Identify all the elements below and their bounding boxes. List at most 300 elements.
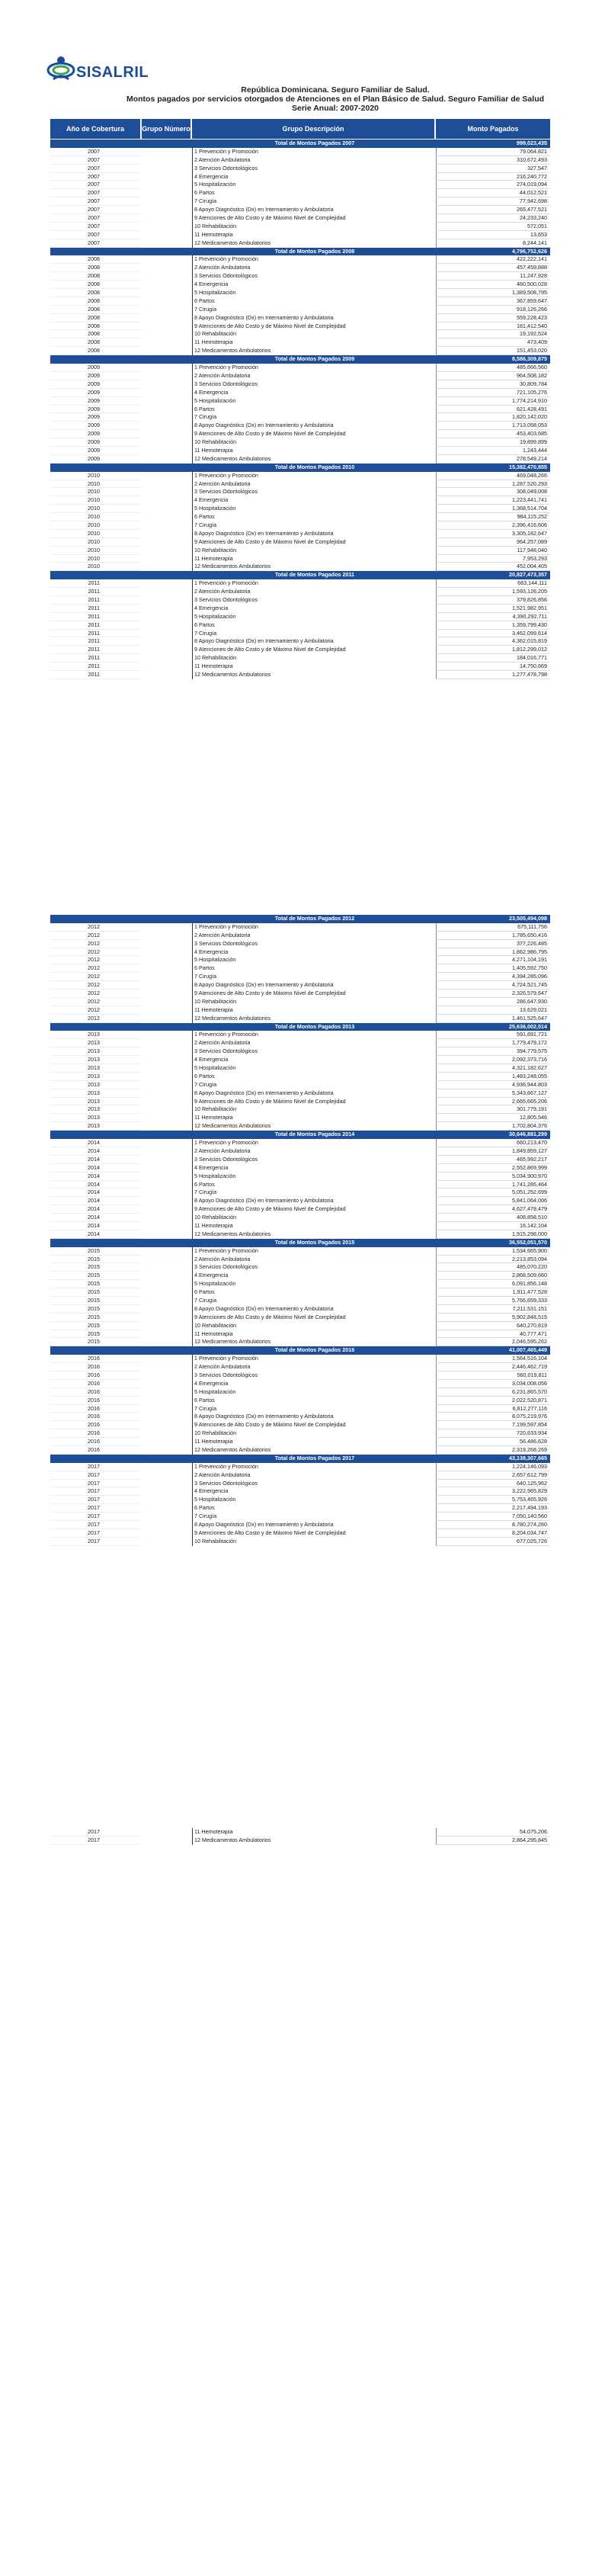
group-number-cell <box>142 422 192 430</box>
group-desc-cell: 4 Emergencia <box>192 1487 436 1496</box>
amount-cell: 3,034,008,056 <box>436 1380 550 1388</box>
group-desc-cell: 8 Apoyo Diagnóstico (Dx) en Internamiento y Ambulatoria <box>192 1197 436 1205</box>
group-desc-cell: 8 Apoyo Diagnóstico (Dx) en Internamiento y Ambulatoria <box>192 1521 436 1529</box>
group-desc-cell: 11 Hemoterapia <box>192 447 436 455</box>
year-cell: 2007 <box>50 189 142 197</box>
year-cell: 2013 <box>50 1064 142 1073</box>
group-desc-cell: 5 Hospitalización <box>192 1173 436 1181</box>
year-cell: 2009 <box>50 430 142 438</box>
year-cell: 2011 <box>50 613 142 621</box>
total-amount: 36,552,051,570 <box>509 1238 547 1246</box>
group-desc-cell: 9 Atenciones de Alto Costo y de Máximo Nivel de Complejidad <box>192 538 436 547</box>
year-cell: 2011 <box>50 596 142 605</box>
group-number-cell <box>142 322 192 331</box>
group-desc-cell: 5 Hospitalización <box>192 1496 436 1504</box>
total-row <box>50 248 550 256</box>
year-cell: 2017 <box>50 1529 142 1538</box>
group-desc-cell: 3 Servicios Odontológicos <box>192 940 436 948</box>
year-cell: 2016 <box>50 1397 142 1405</box>
group-number-cell <box>142 1222 192 1230</box>
table-row <box>50 364 550 372</box>
group-number-cell <box>142 364 192 372</box>
amount-cell: 310,672,493 <box>436 156 550 165</box>
group-number-cell <box>142 1047 192 1056</box>
amount-cell: 2,092,373,716 <box>436 1056 550 1064</box>
total-row <box>50 1023 550 1031</box>
group-number-cell <box>142 181 192 189</box>
group-desc-cell: 8 Apoyo Diagnóstico (Dx) en Internamiento y Ambulatoria <box>192 206 436 214</box>
group-desc-cell: 12 Medicamentos Ambulatorios <box>192 455 436 464</box>
amount-cell: 2,213,853,094 <box>436 1256 550 1264</box>
group-desc-cell: 2 Atención Ambulatoria <box>192 1256 436 1264</box>
group-desc-cell: 10 Rehabilitación <box>192 547 436 555</box>
group-number-cell <box>142 488 192 496</box>
table-row <box>50 306 550 314</box>
group-desc-cell: 5 Hospitalización <box>192 289 436 297</box>
year-cell: 2012 <box>50 932 142 940</box>
table-row <box>50 1039 550 1047</box>
table-block <box>50 915 550 1546</box>
amount-cell: 1,461,525,647 <box>436 1015 550 1023</box>
group-desc-cell: 11 Hemoterapia <box>192 1828 436 1837</box>
year-cell: 2007 <box>50 223 142 231</box>
group-number-cell <box>142 1429 192 1438</box>
amount-cell: 3,462,099,614 <box>436 630 550 638</box>
amount-cell: 394,779,575 <box>436 1047 550 1056</box>
year-cell: 2014 <box>50 1147 142 1156</box>
year-cell: 2016 <box>50 1380 142 1388</box>
group-number-cell <box>142 297 192 306</box>
group-number-cell <box>142 173 192 181</box>
group-desc-cell: 10 Rehabilitación <box>192 223 436 231</box>
total-year-cell <box>50 1455 142 1463</box>
group-desc-cell: 9 Atenciones de Alto Costo y de Máximo Nivel de Complejidad <box>192 1205 436 1214</box>
year-cell: 2015 <box>50 1314 142 1322</box>
table-row <box>50 1006 550 1015</box>
amount-cell: 460,500,028 <box>436 281 550 289</box>
group-number-cell <box>142 530 192 538</box>
group-number-cell <box>142 1114 192 1122</box>
year-cell: 2013 <box>50 1089 142 1098</box>
year-cell: 2008 <box>50 289 142 297</box>
group-number-cell <box>142 380 192 389</box>
amount-cell: 721,105,276 <box>436 389 550 397</box>
year-cell: 2013 <box>50 1039 142 1047</box>
table-row <box>50 480 550 489</box>
table-row <box>50 1197 550 1205</box>
group-number-cell <box>142 438 192 447</box>
table-row <box>50 1330 550 1339</box>
table-row <box>50 1487 550 1496</box>
group-desc-cell: 5 Hospitalización <box>192 1280 436 1288</box>
amount-cell: 2,657,612,799 <box>436 1471 550 1480</box>
group-number-cell <box>142 239 192 248</box>
amount-cell: 1,812,299,012 <box>436 646 550 654</box>
group-number-cell <box>142 206 192 214</box>
group-desc-cell: 7 Cirugía <box>192 630 436 638</box>
year-cell: 2015 <box>50 1247 142 1256</box>
group-desc-cell: 9 Atenciones de Alto Costo y de Máximo Nivel de Complejidad <box>192 430 436 438</box>
group-number-cell <box>142 1122 192 1131</box>
table-row <box>50 964 550 973</box>
group-number-cell <box>142 1156 192 1164</box>
group-desc-cell: 4 Emergencia <box>192 281 436 289</box>
table-row <box>50 505 550 513</box>
amount-cell: 1,862,986,795 <box>436 948 550 957</box>
amount-cell: 1,405,592,750 <box>436 964 550 973</box>
amount-cell: 4,936,944,803 <box>436 1081 550 1089</box>
total-amount: 41,007,465,449 <box>509 1346 547 1354</box>
group-desc-cell: 10 Rehabilitación <box>192 438 436 447</box>
table-row <box>50 422 550 430</box>
group-desc-cell: 12 Medicamentos Ambulatorios <box>192 1230 436 1239</box>
total-label: Total de Montos Pagados 2009 <box>274 355 355 363</box>
group-number-cell <box>142 1056 192 1064</box>
year-cell: 2014 <box>50 1222 142 1230</box>
year-cell: 2008 <box>50 281 142 289</box>
year-cell: 2014 <box>50 1230 142 1239</box>
total-amount: 999,023,435 <box>517 140 547 146</box>
table-row <box>50 314 550 322</box>
table-row <box>50 1429 550 1438</box>
year-cell: 2009 <box>50 422 142 430</box>
group-number-cell <box>142 389 192 397</box>
amount-cell: 13,653 <box>436 231 550 239</box>
group-desc-cell: 10 Rehabilitación <box>192 1538 436 1546</box>
table-row <box>50 1189 550 1197</box>
table-row <box>50 181 550 189</box>
total-year-cell <box>50 915 142 923</box>
group-desc-cell: 5 Hospitalización <box>192 505 436 513</box>
table-row <box>50 630 550 638</box>
header-group-number: Grupo Número <box>142 119 192 139</box>
total-year-cell <box>50 571 142 579</box>
table-row <box>50 981 550 990</box>
group-number-cell <box>142 1837 192 1845</box>
table-row <box>50 488 550 496</box>
group-desc-cell: 11 Hemoterapia <box>192 1222 436 1230</box>
amount-cell: 8,075,219,976 <box>436 1413 550 1421</box>
amount-cell: 3,222,965,829 <box>436 1487 550 1496</box>
year-cell: 2016 <box>50 1429 142 1438</box>
amount-cell: 1,224,146,093 <box>436 1463 550 1471</box>
group-number-cell <box>142 637 192 646</box>
table-row <box>50 1371 550 1380</box>
year-cell: 2007 <box>50 239 142 248</box>
total-year-cell <box>50 1023 142 1031</box>
amount-cell: 1,521,982,951 <box>436 605 550 613</box>
group-number-cell <box>142 455 192 464</box>
group-desc-cell: 3 Servicios Odontológicos <box>192 596 436 605</box>
group-desc-cell: 6 Partos <box>192 621 436 630</box>
total-year-cell <box>50 464 142 472</box>
table-row <box>50 1504 550 1513</box>
amount-cell: 2,396,416,606 <box>436 521 550 530</box>
year-cell: 2007 <box>50 206 142 214</box>
group-number-cell <box>142 646 192 654</box>
table-row <box>50 1263 550 1272</box>
group-desc-cell: 3 Servicios Odontológicos <box>192 1156 436 1164</box>
group-desc-cell: 2 Atención Ambulatoria <box>192 264 436 272</box>
total-year-cell <box>50 1131 142 1139</box>
year-cell: 2016 <box>50 1446 142 1455</box>
group-number-cell <box>142 1031 192 1039</box>
group-number-cell <box>142 406 192 414</box>
report-titles <box>114 85 556 113</box>
year-cell: 2010 <box>50 505 142 513</box>
group-number-cell <box>142 630 192 638</box>
group-desc-cell: 6 Partos <box>192 1288 436 1297</box>
group-number-cell <box>142 1421 192 1429</box>
group-desc-cell: 7 Cirugía <box>192 1189 436 1197</box>
group-desc-cell: 8 Apoyo Diagnóstico (Dx) en Internamiento y Ambulatoria <box>192 1089 436 1098</box>
group-number-cell <box>142 1388 192 1397</box>
table-row <box>50 1413 550 1421</box>
amount-cell: 379,826,856 <box>436 596 550 605</box>
group-desc-cell: 8 Apoyo Diagnóstico (Dx) en Internamiento y Ambulatoria <box>192 1413 436 1421</box>
amount-cell: 1,713,058,053 <box>436 422 550 430</box>
table-row <box>50 173 550 181</box>
group-desc-cell: 4 Emergencia <box>192 1272 436 1280</box>
year-cell: 2007 <box>50 148 142 156</box>
table-row <box>50 330 550 338</box>
group-desc-cell: 5 Hospitalización <box>192 181 436 189</box>
group-number-cell <box>142 1256 192 1264</box>
year-cell: 2017 <box>50 1504 142 1513</box>
table-row <box>50 605 550 613</box>
table-row <box>50 1480 550 1488</box>
table-row <box>50 347 550 355</box>
year-cell: 2017 <box>50 1487 142 1496</box>
amount-cell: 2,217,494,193 <box>436 1504 550 1513</box>
amount-cell: 12,805,546 <box>436 1114 550 1122</box>
year-cell: 2009 <box>50 389 142 397</box>
amount-cell: 2,864,295,845 <box>436 1837 550 1845</box>
group-desc-cell: 8 Apoyo Diagnóstico (Dx) en Internamiento y Ambulatoria <box>192 1305 436 1314</box>
group-number-cell <box>142 1272 192 1280</box>
amount-cell: 1,849,859,127 <box>436 1147 550 1156</box>
group-desc-cell: 12 Medicamentos Ambulatorios <box>192 1446 436 1455</box>
year-cell: 2015 <box>50 1272 142 1280</box>
table-row <box>50 214 550 223</box>
table-row <box>50 588 550 596</box>
group-number-cell <box>142 1446 192 1455</box>
year-cell: 2007 <box>50 156 142 165</box>
group-desc-cell: 4 Emergencia <box>192 389 436 397</box>
total-row <box>50 464 550 472</box>
year-cell: 2009 <box>50 406 142 414</box>
table-row <box>50 1164 550 1173</box>
table-row <box>50 231 550 239</box>
group-desc-cell: 8 Apoyo Diagnóstico (Dx) en Internamiento y Ambulatoria <box>192 314 436 322</box>
group-desc-cell: 10 Rehabilitación <box>192 998 436 1006</box>
amount-cell: 4,627,479,479 <box>436 1205 550 1214</box>
amount-cell: 452,004,405 <box>436 563 550 571</box>
group-desc-cell: 11 Hemoterapia <box>192 555 436 563</box>
group-desc-cell: 1 Prevención y Promoción <box>192 1031 436 1039</box>
year-cell: 2008 <box>50 338 142 347</box>
amount-cell: 117,948,040 <box>436 547 550 555</box>
table-row <box>50 579 550 588</box>
year-cell: 2013 <box>50 1031 142 1039</box>
year-cell: 2010 <box>50 538 142 547</box>
amount-cell: 151,453,020 <box>436 347 550 355</box>
group-desc-cell: 2 Atención Ambulatoria <box>192 1039 436 1047</box>
group-desc-cell: 12 Medicamentos Ambulatorios <box>192 563 436 571</box>
amount-cell: 675,111,756 <box>436 923 550 932</box>
report-title: República Dominicana. Seguro Familiar de Salud. <box>241 85 430 95</box>
group-number-cell <box>142 1214 192 1222</box>
amount-cell: 1,359,799,430 <box>436 621 550 630</box>
amount-cell: 40,777,471 <box>436 1330 550 1339</box>
table-row <box>50 281 550 289</box>
amount-cell: 6,812,277,116 <box>436 1405 550 1413</box>
year-cell: 2010 <box>50 472 142 480</box>
total-num-cell <box>142 1455 192 1463</box>
year-cell: 2008 <box>50 272 142 281</box>
group-desc-cell: 1 Prevención y Promoción <box>192 364 436 372</box>
table-row <box>50 1521 550 1529</box>
total-row <box>50 1131 550 1139</box>
year-cell: 2008 <box>50 255 142 264</box>
table-row <box>50 1230 550 1239</box>
group-number-cell <box>142 671 192 679</box>
year-cell: 2012 <box>50 998 142 1006</box>
group-number-cell <box>142 521 192 530</box>
amount-cell: 44,012,521 <box>436 189 550 197</box>
group-desc-cell: 7 Cirugía <box>192 973 436 981</box>
group-desc-cell: 1 Prevención y Promoción <box>192 472 436 480</box>
table-row <box>50 521 550 530</box>
year-cell: 2013 <box>50 1105 142 1114</box>
group-desc-cell: 1 Prevención y Promoción <box>192 1355 436 1363</box>
group-desc-cell: 6 Partos <box>192 297 436 306</box>
year-cell: 2009 <box>50 397 142 406</box>
year-cell: 2017 <box>50 1463 142 1471</box>
total-label: Total de Montos Pagados 2013 <box>274 1022 355 1030</box>
total-label: Total de Montos Pagados 2016 <box>274 1346 355 1354</box>
amount-cell: 2,326,579,647 <box>436 990 550 998</box>
total-year-cell <box>50 248 142 256</box>
table-row <box>50 563 550 571</box>
group-number-cell <box>142 555 192 563</box>
amount-cell: 453,403,685 <box>436 430 550 438</box>
amount-cell: 559,228,423 <box>436 314 550 322</box>
group-desc-cell: 1 Prevención y Promoción <box>192 255 436 264</box>
amount-cell: 5,051,252,699 <box>436 1189 550 1197</box>
group-desc-cell: 12 Medicamentos Ambulatorios <box>192 1837 436 1845</box>
group-number-cell <box>142 1538 192 1546</box>
total-amount: 4,796,752,626 <box>512 247 547 255</box>
group-number-cell <box>142 1413 192 1421</box>
year-cell: 2017 <box>50 1837 142 1845</box>
group-desc-cell: 6 Partos <box>192 1397 436 1405</box>
table-row <box>50 621 550 630</box>
group-desc-cell: 9 Atenciones de Alto Costo y de Máximo Nivel de Complejidad <box>192 322 436 331</box>
group-desc-cell: 3 Servicios Odontológicos <box>192 1263 436 1272</box>
table-row <box>50 1222 550 1230</box>
group-number-cell <box>142 513 192 521</box>
group-number-cell <box>142 1380 192 1388</box>
total-amount: 43,138,307,665 <box>509 1454 547 1461</box>
group-desc-cell: 1 Prevención y Promoción <box>192 1139 436 1147</box>
table-block <box>50 140 550 679</box>
amount-cell: 4,321,182,627 <box>436 1064 550 1073</box>
logo-wordmark: SISALRIL <box>76 64 149 81</box>
amount-cell: 14,750,669 <box>436 662 550 671</box>
year-cell: 2012 <box>50 990 142 998</box>
year-cell: 2012 <box>50 981 142 990</box>
group-desc-cell: 9 Atenciones de Alto Costo y de Máximo Nivel de Complejidad <box>192 214 436 223</box>
table-row <box>50 272 550 281</box>
table-row <box>50 148 550 156</box>
amount-cell: 572,051 <box>436 223 550 231</box>
report-subtitle: Montos pagados por servicios otorgados de Atenciones en el Plan Básico de Salud. Seguro Familiar de Salud <box>126 95 545 104</box>
group-number-cell <box>142 1480 192 1488</box>
table-row <box>50 990 550 998</box>
table-row <box>50 662 550 671</box>
amount-cell: 7,050,140,560 <box>436 1513 550 1521</box>
amount-cell: 54,075,206 <box>436 1828 550 1837</box>
group-number-cell <box>142 314 192 322</box>
group-number-cell <box>142 1504 192 1513</box>
table-row <box>50 496 550 505</box>
group-number-cell <box>142 214 192 223</box>
group-desc-cell: 4 Emergencia <box>192 1380 436 1388</box>
amount-cell: 5,841,064,006 <box>436 1197 550 1205</box>
group-desc-cell: 11 Hemoterapia <box>192 231 436 239</box>
table-row <box>50 1288 550 1297</box>
amount-cell: 2,868,509,660 <box>436 1272 550 1280</box>
total-label: Total de Montos Pagados 2017 <box>274 1454 355 1461</box>
amount-cell: 11,247,928 <box>436 272 550 281</box>
group-desc-cell: 9 Atenciones de Alto Costo y de Máximo Nivel de Complejidad <box>192 1421 436 1429</box>
table-row <box>50 1089 550 1098</box>
group-number-cell <box>142 281 192 289</box>
year-cell: 2015 <box>50 1305 142 1314</box>
amount-cell: 677,025,726 <box>436 1538 550 1546</box>
amount-cell: 16,142,104 <box>436 1222 550 1230</box>
table-row <box>50 1272 550 1280</box>
table-row <box>50 189 550 197</box>
table-row <box>50 1305 550 1314</box>
group-number-cell <box>142 981 192 990</box>
group-number-cell <box>142 447 192 455</box>
group-number-cell <box>142 940 192 948</box>
group-number-cell <box>142 1230 192 1239</box>
year-cell: 2008 <box>50 322 142 331</box>
amount-cell: 4,394,285,096 <box>436 973 550 981</box>
table-row <box>50 1322 550 1330</box>
total-row <box>50 571 550 579</box>
year-cell: 2007 <box>50 165 142 173</box>
group-desc-cell: 12 Medicamentos Ambulatorios <box>192 1338 436 1346</box>
table-row <box>50 1156 550 1164</box>
logo-emblem-icon <box>46 53 76 84</box>
group-number-cell <box>142 1073 192 1081</box>
table-row <box>50 1446 550 1455</box>
table-row <box>50 998 550 1006</box>
table-row <box>50 1122 550 1131</box>
year-cell: 2014 <box>50 1197 142 1205</box>
table-row <box>50 156 550 165</box>
group-number-cell <box>142 613 192 621</box>
amount-cell: 1,564,516,104 <box>436 1355 550 1363</box>
year-cell: 2014 <box>50 1181 142 1189</box>
amount-cell: 1,368,514,704 <box>436 505 550 513</box>
group-desc-cell: 5 Hospitalización <box>192 1064 436 1073</box>
amount-cell: 286,647,930 <box>436 998 550 1006</box>
